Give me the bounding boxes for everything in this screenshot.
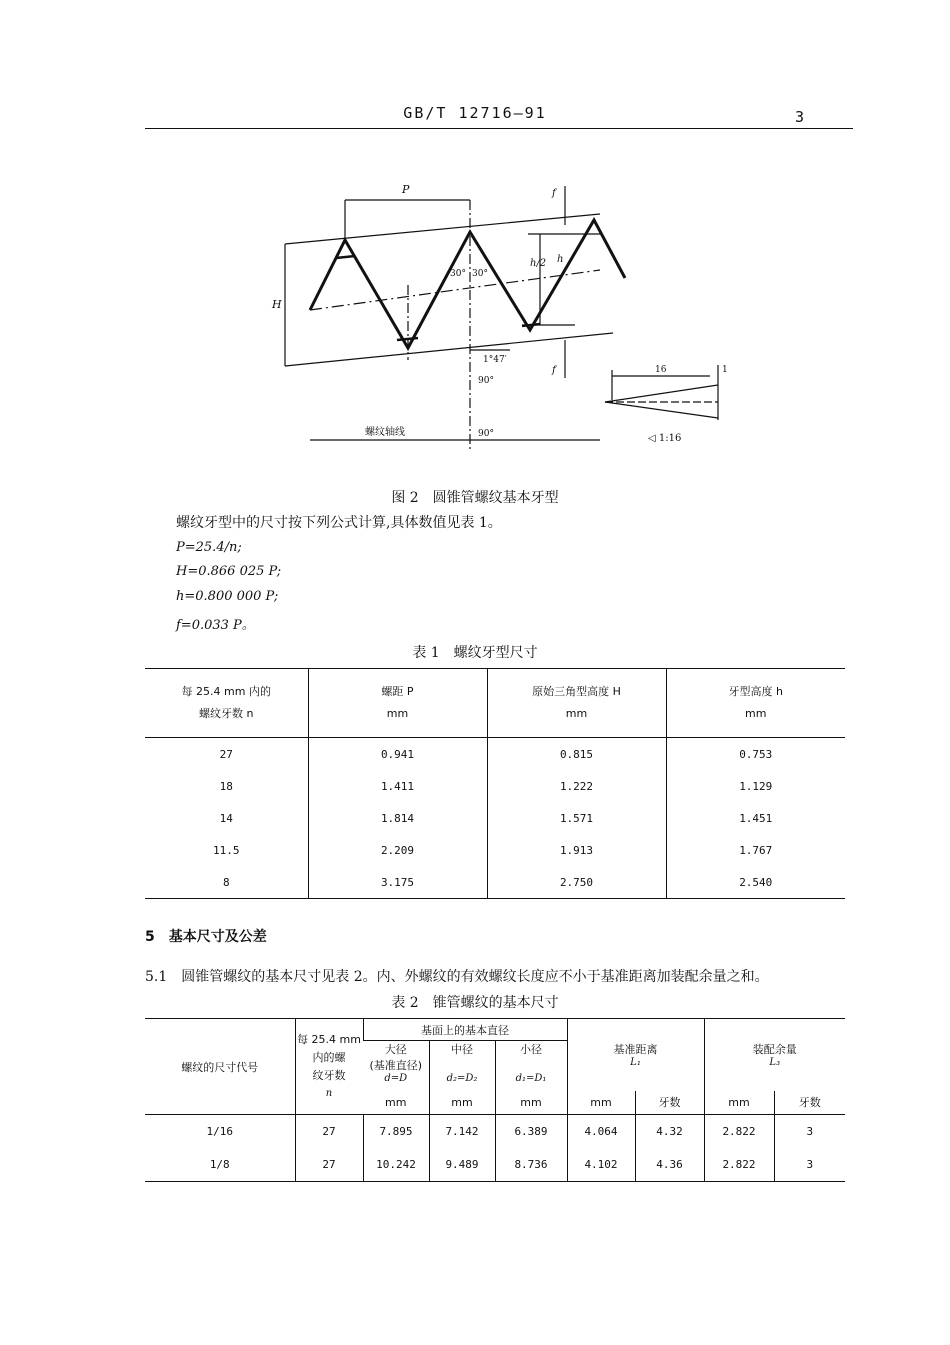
t2-header-fit: 装配余量 L₃ [704,1019,845,1091]
fig-label-H: H [272,298,282,311]
table-row: 1/16 27 7.895 7.142 6.389 4.064 4.32 2.822 3 [145,1115,845,1149]
t2-header-minor: 小径 d₁=D₁ [495,1041,567,1091]
t2-unit-major: mm [363,1091,429,1115]
fig-label-30-left: 30° [450,269,466,279]
t2-header-gauge: 基准距离 L₁ [567,1019,704,1091]
t2-unit-fit-mm: mm [704,1091,774,1115]
fig-label-h: h [557,254,564,265]
t2-unit-pitch: mm [429,1091,495,1115]
fig-label-90-2: 90° [478,429,494,439]
t2-header-diameters: 基面上的基本直径 [363,1019,567,1041]
table-row: 1/8 27 10.242 9.489 8.736 4.102 4.36 2.822 3 [145,1148,845,1182]
table-row: 11.5 2.209 1.913 1.767 [145,834,845,866]
t2-unit-gauge-mm: mm [567,1091,635,1115]
fig-label-30-right: 30° [472,269,488,279]
thread-profile-figure [0,0,950,470]
t2-header-major: 大径 (基准直径) d=D [369,1043,423,1084]
t1-header-n: 每 25.4 mm 内的 螺纹牙数 n [145,669,308,738]
table2-title: 表 2 锥管螺纹的基本尺寸 [391,995,559,1011]
page-number: 3 [795,108,805,126]
fig-label-p: P [402,183,410,196]
t2-unit-minor: mm [495,1091,567,1115]
fig-label-ratio: ◁ 1:16 [648,433,682,444]
formula-f: f=0.033 P。 [176,618,255,633]
basic-dimensions-table [145,1018,845,1182]
fig-label-f-bottom: f [552,365,556,376]
crest-line [285,214,600,244]
t1-header-p: 螺距 P mm [308,669,487,738]
section-5-heading: 5 基本尺寸及公差 [145,929,267,945]
fig-label-90-1: 90° [478,376,494,386]
thread-profile-table [145,668,845,899]
thread-profile [310,220,625,348]
formula-H: H=0.866 025 P; [176,564,282,579]
section-5-1-text: 5.1 圆锥管螺纹的基本尺寸见表 2。内、外螺纹的有效螺纹长度应不小于基准距离加装配余量之和。 [145,969,769,985]
t1-header-h: 牙型高度 h mm [666,669,845,738]
formula-h: h=0.800 000 P; [176,589,279,604]
standard-code: GB/T 12716—91 [403,104,547,122]
fig-label-taper-angle: 1°47′ [483,355,507,365]
table-row: 27 0.941 0.815 0.753 [145,738,845,771]
table1-title: 表 1 螺纹牙型尺寸 [412,645,538,661]
intro-text: 螺纹牙型中的尺寸按下列公式计算,具体数值见表 1。 [176,515,502,531]
table-row: 14 1.814 1.571 1.451 [145,802,845,834]
fig-label-16: 16 [655,365,667,375]
fig-label-h2: h/2 [530,258,547,269]
fig-label-1: 1 [722,365,728,375]
t2-header-pitch-diam: 中径 d₂=D₂ [429,1041,495,1091]
t1-header-H: 原始三角型高度 H mm [487,669,666,738]
t2-unit-fit-turns: 牙数 [774,1091,845,1115]
fig-label-axis: 螺纹轴线 [365,427,405,438]
formula-p: P=25.4/n; [176,540,242,555]
t2-unit-gauge-turns: 牙数 [635,1091,704,1115]
fig-label-f-top: f [552,188,556,199]
t2-header-n: 每 25.4 mm 内的螺 纹牙数 n [295,1019,363,1115]
table-row: 8 3.175 2.750 2.540 [145,866,845,899]
table-row: 18 1.411 1.222 1.129 [145,770,845,802]
root-line [285,333,613,366]
figure-caption: 图 2 圆锥管螺纹基本牙型 [391,490,559,506]
t2-header-code: 螺纹的尺寸代号 [145,1019,295,1115]
